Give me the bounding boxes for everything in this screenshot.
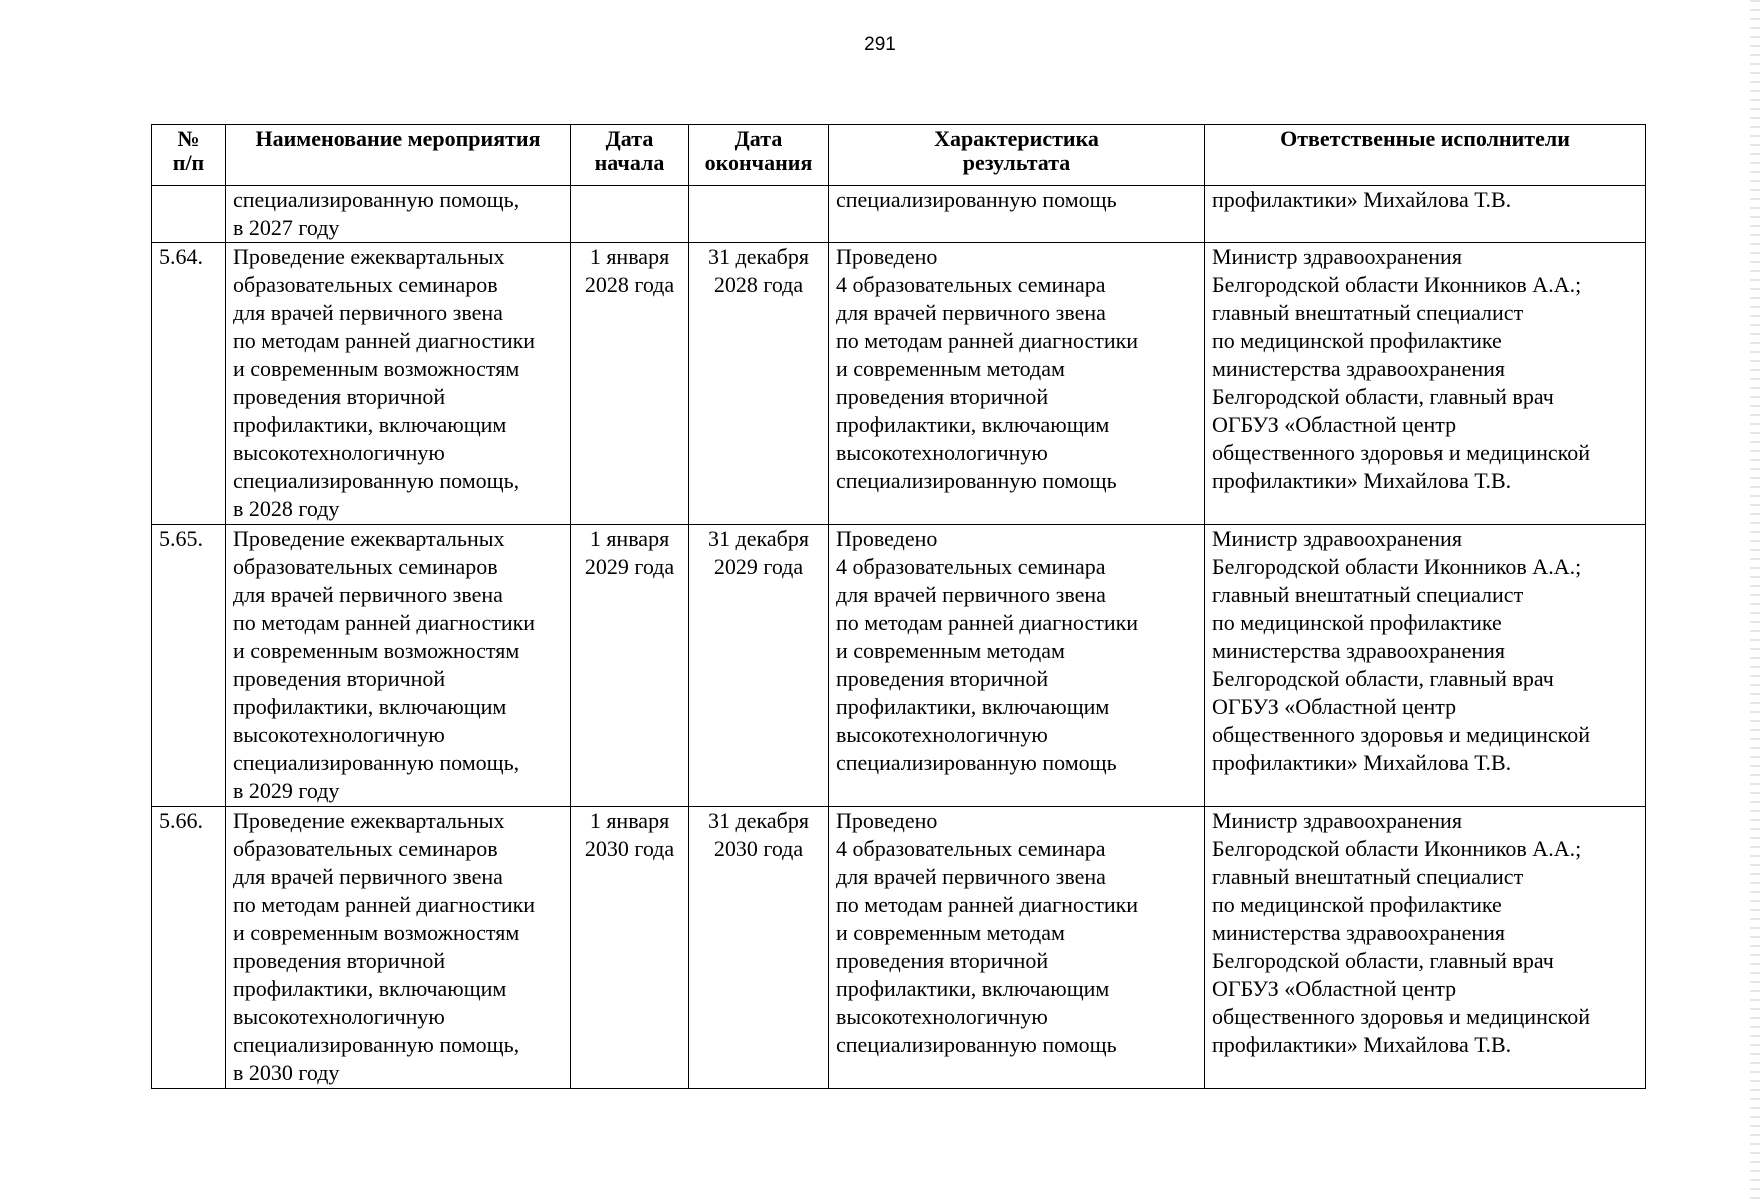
cell-end-date: 31 декабря 2030 года — [689, 807, 829, 1089]
cell-start-date: 1 января 2028 года — [571, 243, 689, 525]
header-number: № п/п — [152, 125, 226, 186]
scan-edge-artifact — [1750, 0, 1760, 1200]
cell-number: 5.64. — [152, 243, 226, 525]
header-start-date: Дата начала — [571, 125, 689, 186]
cell-event-name: Проведение ежеквартальных образовательных семинаров для врачей первичного звена по методам ранней диагностики и современным возможностям проведения вторичной профилактики, включающим высокотехнологичную специализированную помощь, в 2030 году — [226, 807, 571, 1089]
cell-result: специализированную помощь — [829, 186, 1205, 243]
cell-end-date: 31 декабря 2028 года — [689, 243, 829, 525]
cell-responsible: профилактики» Михайлова Т.В. — [1205, 186, 1646, 243]
cell-result: Проведено 4 образовательных семинара для врачей первичного звена по методам ранней диагностики и современным методам проведения вторичной профилактики, включающим высокотехнологичную специализированную помощь — [829, 807, 1205, 1089]
header-responsible: Ответственные исполнители — [1205, 125, 1646, 186]
cell-number — [152, 186, 226, 243]
header-result: Характеристика результата — [829, 125, 1205, 186]
cell-start-date: 1 января 2030 года — [571, 807, 689, 1089]
cell-event-name: Проведение ежеквартальных образовательных семинаров для врачей первичного звена по методам ранней диагностики и современным возможностям проведения вторичной профилактики, включающим высокотехнологичную специализированную помощь, в 2028 году — [226, 243, 571, 525]
cell-end-date — [689, 186, 829, 243]
cell-number: 5.66. — [152, 807, 226, 1089]
table-row — [152, 807, 1646, 1089]
header-end-date: Дата окончания — [689, 125, 829, 186]
cell-event-name: специализированную помощь, в 2027 году — [226, 186, 571, 243]
cell-responsible: Министр здравоохранения Белгородской области Иконников А.А.; главный внештатный специалист по медицинской профилактике министерства здравоохранения Белгородской области, главный врач ОГБУЗ «Областной центр общественного здоровья и медицинской профилактики» Михайлова Т.В. — [1205, 243, 1646, 525]
table-row — [152, 243, 1646, 525]
cell-result: Проведено 4 образовательных семинара для врачей первичного звена по методам ранней диагностики и современным методам проведения вторичной профилактики, включающим высокотехнологичную специализированную помощь — [829, 525, 1205, 807]
activities-table — [151, 124, 1646, 1089]
header-event-name: Наименование мероприятия — [226, 125, 571, 186]
table-row — [152, 525, 1646, 807]
cell-number: 5.65. — [152, 525, 226, 807]
table-header-row — [152, 125, 1646, 186]
cell-end-date: 31 декабря 2029 года — [689, 525, 829, 807]
cell-responsible: Министр здравоохранения Белгородской области Иконников А.А.; главный внештатный специалист по медицинской профилактике министерства здравоохранения Белгородской области, главный врач ОГБУЗ «Областной центр общественного здоровья и медицинской профилактики» Михайлова Т.В. — [1205, 525, 1646, 807]
cell-responsible: Министр здравоохранения Белгородской области Иконников А.А.; главный внештатный специалист по медицинской профилактике министерства здравоохранения Белгородской области, главный врач ОГБУЗ «Областной центр общественного здоровья и медицинской профилактики» Михайлова Т.В. — [1205, 807, 1646, 1089]
cell-result: Проведено 4 образовательных семинара для врачей первичного звена по методам ранней диагностики и современным методам проведения вторичной профилактики, включающим высокотехнологичную специализированную помощь — [829, 243, 1205, 525]
page-number: 291 — [864, 34, 896, 55]
cell-start-date — [571, 186, 689, 243]
cell-start-date: 1 января 2029 года — [571, 525, 689, 807]
table-row — [152, 186, 1646, 243]
cell-event-name: Проведение ежеквартальных образовательных семинаров для врачей первичного звена по методам ранней диагностики и современным возможностям проведения вторичной профилактики, включающим высокотехнологичную специализированную помощь, в 2029 году — [226, 525, 571, 807]
